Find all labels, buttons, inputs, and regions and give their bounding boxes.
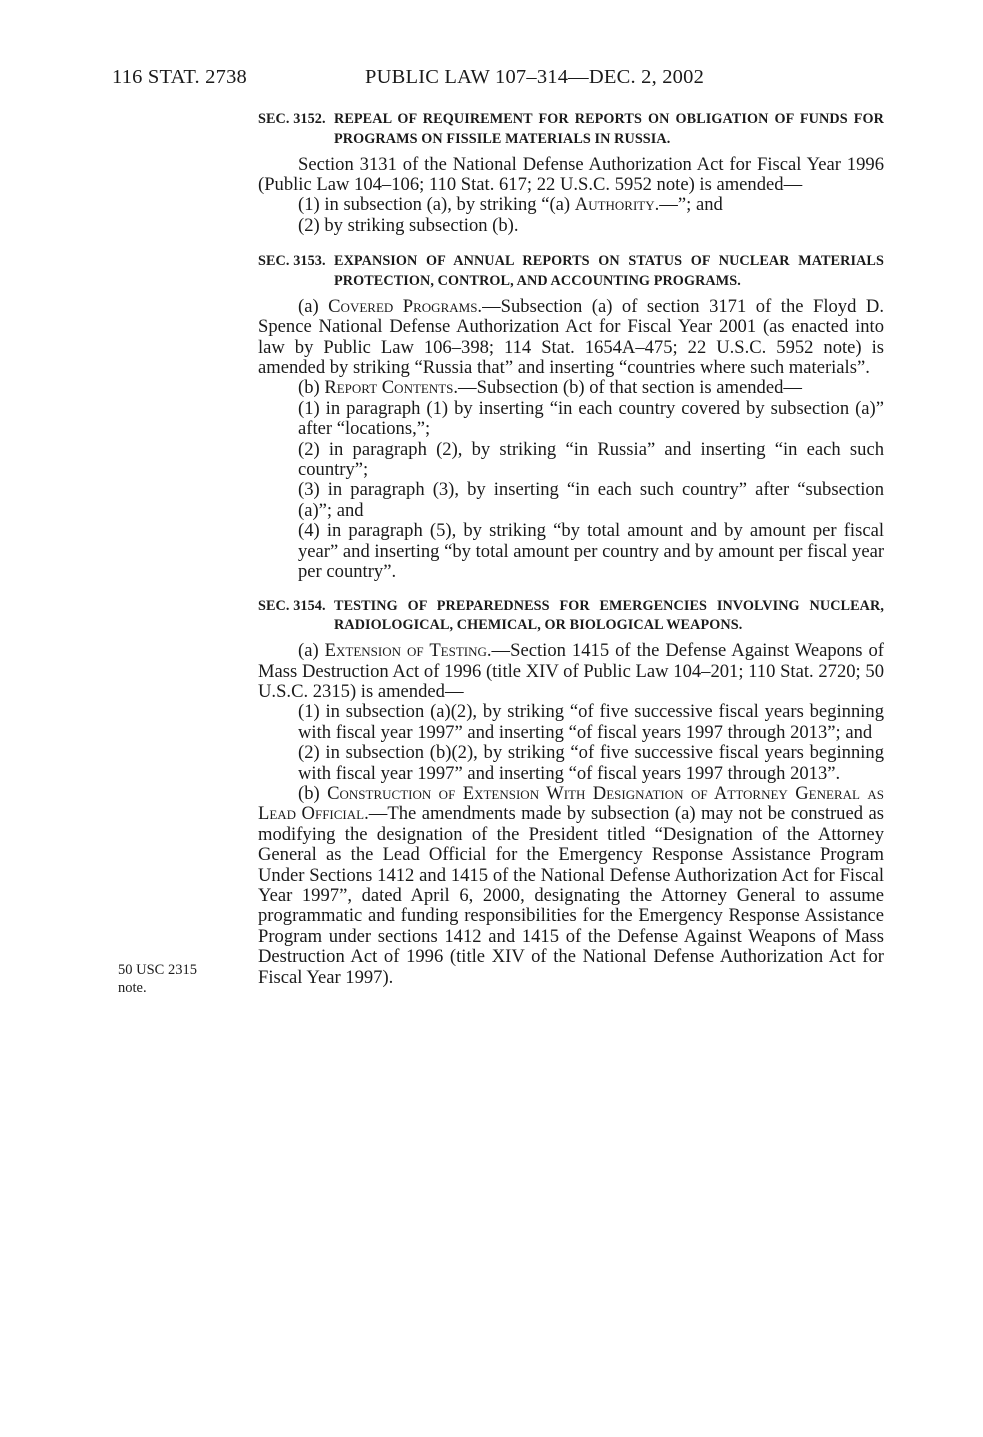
section-3152-item-1: (1) in subsection (a), by striking “(a) Authority.—”; and: [298, 194, 723, 216]
stat-citation: 116 STAT. 2738: [112, 66, 247, 88]
section-number: SEC. 3153.: [258, 253, 326, 270]
section-title: EXPANSION OF ANNUAL REPORTS ON STATUS OF NUCLEAR MATERIALS PROTECTION, CONTROL, AND ACCOUNTING PROGRAMS.: [334, 253, 884, 290]
section-title: TESTING OF PREPAREDNESS FOR EMERGENCIES INVOLVING NUCLEAR, RADIOLOGICAL, CHEMICAL, OR BIOLOGICAL WEAPONS.: [334, 597, 884, 634]
section-3153-item-3: (3) in paragraph (3), by inserting “in each such country” after “subsection (a)”; and: [298, 479, 884, 521]
section-3154-item-1: (1) in subsection (a)(2), by striking “of five successive fiscal years beginning with fiscal year 1997” and inserting “of fiscal years 1997 through 2013”; and: [298, 701, 884, 743]
section-3153-heading: [258, 252, 884, 292]
section-number: SEC. 3154.: [258, 597, 326, 614]
margin-note: [118, 961, 238, 997]
public-law-citation: PUBLIC LAW 107–314—DEC. 2, 2002: [365, 66, 705, 88]
section-3154-heading: [258, 597, 884, 637]
section-3154-subsection-b: (b) Construction of Extension With Designation of Attorney General as Lead Official.—The amendments made by subsection (a) may not be construed as modifying the designation of the President titled “Designation of the Attorney General as the Lead Official for the Emergency Response Assistance Program Under Sections 1412 and 1415 of the National Defense Authorization Act for Fiscal Year 1997”, dated April 6, 2000, designating the Attorney General to assume programmatic and funding responsibilities for the Emergency Response Assistance Program under sections 1412 and 1415 of the Defense Against Weapons of Mass Destruction Act of 1996 (title XIV of the National Defense Authorization Act for Fiscal Year 1997).: [258, 782, 884, 988]
section-3153-subsection-b: (b) Report Contents.—Subsection (b) of that section is amended—: [298, 377, 802, 399]
section-title: REPEAL OF REQUIREMENT FOR REPORTS ON OBLIGATION OF FUNDS FOR PROGRAMS ON FISSILE MATERIALS IN RUSSIA.: [334, 111, 884, 147]
section-3154-item-2: (2) in subsection (b)(2), by striking “of five successive fiscal years beginning with fiscal year 1997” and inserting “of fiscal years 1997 through 2013”.: [298, 742, 884, 784]
section-3152-heading: [258, 110, 884, 150]
section-3153-subsection-a: (a) Covered Programs.—Subsection (a) of section 3171 of the Floyd D. Spence National Defense Authorization Act for Fiscal Year 2001 (as enacted into law by Public Law 106–398; 114 Stat. 1654A–475; 22 U.S.C. 5952 note) is amended by striking “Russia that” and inserting “countries where such materials”.: [258, 295, 884, 379]
margin-note-suffix: note.: [118, 980, 147, 996]
section-3153-item-2: (2) in paragraph (2), by striking “in Russia” and inserting “in each such country”;: [298, 438, 884, 481]
section-3153-item-1: (1) in paragraph (1) by inserting “in each country covered by subsection (a)” after “locations,”;: [298, 397, 884, 440]
section-3152-text: Section 3131 of the National Defense Authorization Act for Fiscal Year 1996 (Public Law 104–106; 110 Stat. 617; 22 U.S.C. 5952 note) is amended—: [258, 153, 884, 195]
margin-note-citation: 50 USC 2315: [118, 962, 197, 978]
section-3152-item-2: (2) by striking subsection (b).: [298, 214, 519, 236]
section-number: SEC. 3152.: [258, 111, 326, 127]
section-3154-subsection-a: (a) Extension of Testing.—Section 1415 of the Defense Against Weapons of Mass Destruction Act of 1996 (title XIV of Public Law 104–201; 110 Stat. 2720; 50 U.S.C. 2315) is amended—: [258, 640, 884, 702]
document-body: [258, 110, 884, 988]
section-3153-item-4: (4) in paragraph (5), by striking “by total amount and by amount per fiscal year” and inserting “by total amount per country and by amount per fiscal year per country”.: [298, 520, 885, 583]
